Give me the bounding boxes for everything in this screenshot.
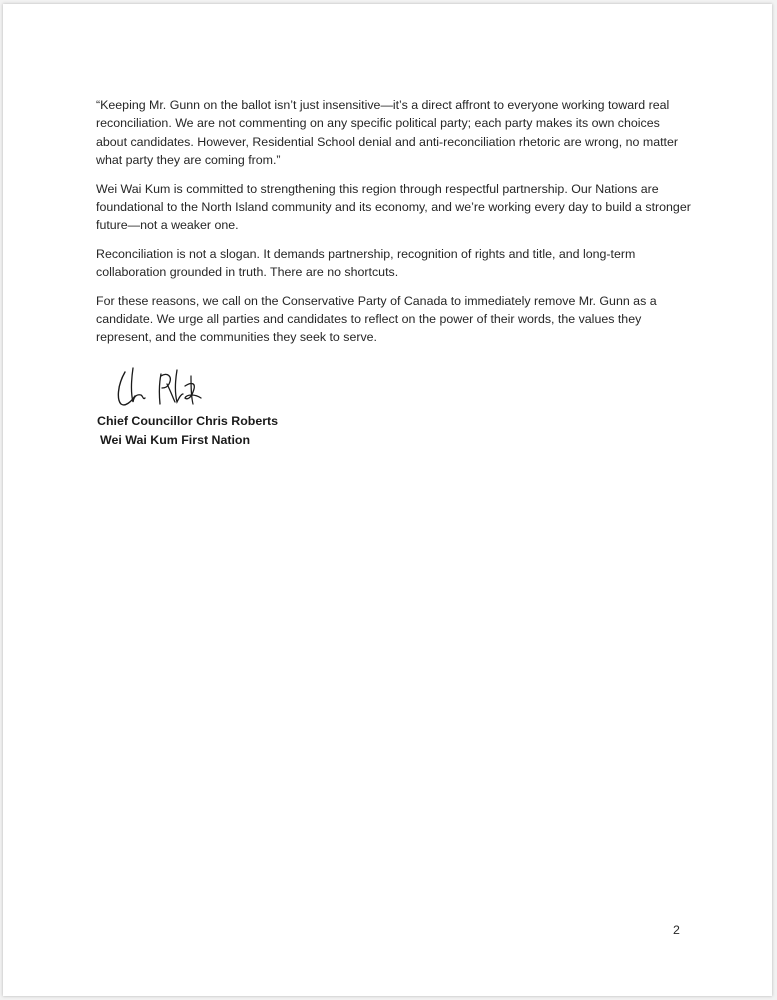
signer-name: Chief Councillor Chris Roberts	[97, 414, 279, 428]
paragraph-reconciliation: Reconciliation is not a slogan. It demands partnership, recognition of rights and title, and long-term collaboration grounded in truth. There are no shortcuts.	[96, 246, 636, 280]
page-number: 2	[673, 923, 680, 937]
letter-body	[96, 96, 691, 357]
signature-block	[97, 412, 278, 450]
paragraph-call-to-action: For these reasons, we call on the Conservative Party of Canada to immediately remove Mr. Gunn as a candidate. We urge all parties and candidates to reflect on the power of their words, the values they represent, and the communities they seek to serve.	[96, 293, 657, 345]
paragraph-quote: “Keeping Mr. Gunn on the ballot isn’t just insensitive—it’s a direct affront to everyone working toward real reconciliation. We are not commenting on any specific political party; each party makes its own choices about candidates. However, Residential School denial and anti-reconciliation rhetoric are wrong, no matter what party they are coming from.”	[96, 98, 679, 168]
signer-organization: Wei Wai Kum First Nation	[100, 433, 251, 447]
paragraph-partnership: Wei Wai Kum is committed to strengthening this region through respectful partnership. Our Nations are foundational to the North Island community and its economy, and we’re working every day to build a stronger future—not a weaker one.	[96, 181, 691, 233]
document-page	[3, 4, 772, 996]
handwritten-signature	[115, 364, 215, 414]
